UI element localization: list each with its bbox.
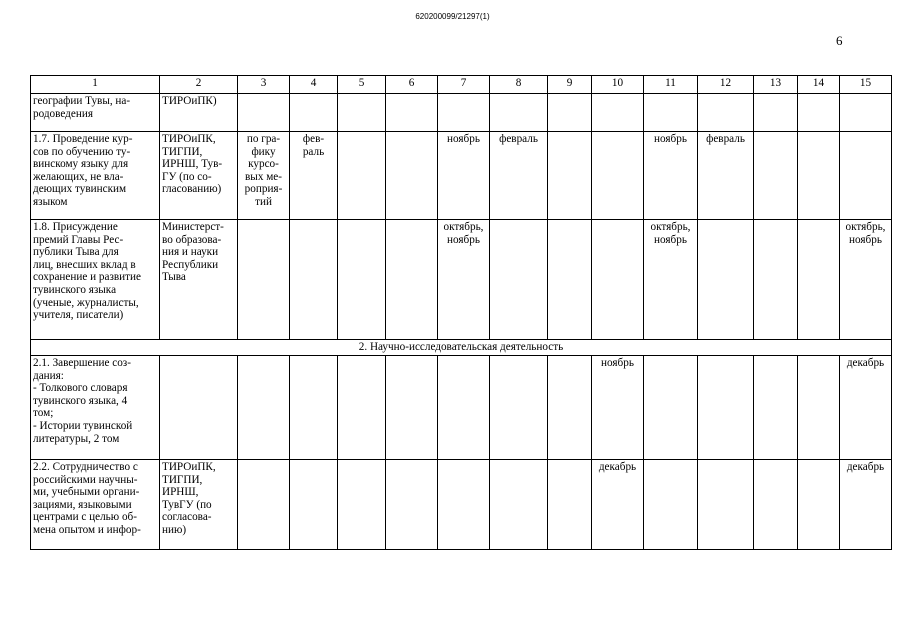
period-cell bbox=[290, 356, 338, 460]
period-cell bbox=[238, 220, 290, 340]
period-cell bbox=[548, 220, 592, 340]
period-cell bbox=[644, 94, 698, 132]
event-cell: географии Тувы, на- родоведения bbox=[31, 94, 160, 132]
period-cell: февраль bbox=[698, 132, 754, 220]
period-cell bbox=[698, 460, 754, 550]
column-header: 2 bbox=[160, 76, 238, 94]
period-cell bbox=[438, 356, 490, 460]
column-header: 14 bbox=[798, 76, 840, 94]
period-cell bbox=[338, 132, 386, 220]
period-cell bbox=[290, 460, 338, 550]
period-cell bbox=[238, 460, 290, 550]
period-cell bbox=[798, 94, 840, 132]
period-cell bbox=[754, 94, 798, 132]
executor-cell: ТИРОиПК, ТИГПИ, ИРНШ, ТувГУ (по согласова- нию) bbox=[160, 460, 238, 550]
period-cell bbox=[386, 356, 438, 460]
column-header: 7 bbox=[438, 76, 490, 94]
column-header: 4 bbox=[290, 76, 338, 94]
period-cell bbox=[338, 220, 386, 340]
period-cell: февраль bbox=[490, 132, 548, 220]
event-cell: 1.7. Проведение кур- сов по обучению ту- винскому языку для желающих, не вла- деющих тувинским языком bbox=[31, 132, 160, 220]
period-cell bbox=[490, 356, 548, 460]
column-header: 8 bbox=[490, 76, 548, 94]
column-header: 12 bbox=[698, 76, 754, 94]
period-cell bbox=[386, 220, 438, 340]
period-cell: декабрь bbox=[592, 460, 644, 550]
executor-cell bbox=[160, 356, 238, 460]
period-cell: ноябрь bbox=[438, 132, 490, 220]
period-cell bbox=[438, 94, 490, 132]
period-cell bbox=[386, 132, 438, 220]
period-cell bbox=[290, 94, 338, 132]
plan-table bbox=[30, 75, 892, 550]
period-cell bbox=[548, 94, 592, 132]
column-header: 6 bbox=[386, 76, 438, 94]
period-cell bbox=[754, 356, 798, 460]
period-cell bbox=[698, 356, 754, 460]
period-cell bbox=[290, 220, 338, 340]
period-cell bbox=[698, 94, 754, 132]
period-cell: по гра- фику курсо- вых ме- роприя- тий bbox=[238, 132, 290, 220]
period-cell bbox=[238, 94, 290, 132]
period-cell: октябрь, ноябрь bbox=[438, 220, 490, 340]
column-header-row bbox=[31, 76, 892, 94]
period-cell bbox=[438, 460, 490, 550]
period-cell bbox=[798, 460, 840, 550]
period-cell bbox=[592, 132, 644, 220]
executor-cell: ТИРОиПК) bbox=[160, 94, 238, 132]
period-cell bbox=[644, 460, 698, 550]
table-row bbox=[31, 220, 892, 340]
executor-cell: ТИРОиПК, ТИГПИ, ИРНШ, Тув- ГУ (по со- гласованию) bbox=[160, 132, 238, 220]
period-cell: ноябрь bbox=[592, 356, 644, 460]
period-cell bbox=[490, 460, 548, 550]
event-cell: 2.2. Сотрудничество с российскими научны- ми, учебными органи- зациями, языковыми центрами с целью об- мена опытом и инфор- bbox=[31, 460, 160, 550]
period-cell bbox=[386, 460, 438, 550]
period-cell bbox=[840, 94, 892, 132]
column-header: 9 bbox=[548, 76, 592, 94]
period-cell bbox=[592, 94, 644, 132]
event-cell: 1.8. Присуждение премий Главы Рес- публики Тыва для лиц, внесших вклад в сохранение и развитие тувинского языка (ученые, журналисты, учителя, писатели) bbox=[31, 220, 160, 340]
document-id: 620200099/21297(1) bbox=[415, 12, 490, 21]
period-cell bbox=[840, 132, 892, 220]
period-cell bbox=[386, 94, 438, 132]
period-cell: декабрь bbox=[840, 460, 892, 550]
period-cell bbox=[754, 220, 798, 340]
column-header: 11 bbox=[644, 76, 698, 94]
period-cell bbox=[592, 220, 644, 340]
period-cell bbox=[798, 356, 840, 460]
page-number: 6 bbox=[836, 33, 843, 48]
period-cell: октябрь, ноябрь bbox=[644, 220, 698, 340]
table-row bbox=[31, 356, 892, 460]
column-header: 3 bbox=[238, 76, 290, 94]
period-cell bbox=[644, 356, 698, 460]
section-title: 2. Научно-исследовательская деятельность bbox=[31, 340, 892, 356]
period-cell: октябрь, ноябрь bbox=[840, 220, 892, 340]
period-cell bbox=[548, 460, 592, 550]
period-cell bbox=[490, 94, 548, 132]
column-header: 5 bbox=[338, 76, 386, 94]
period-cell bbox=[754, 460, 798, 550]
period-cell bbox=[798, 132, 840, 220]
period-cell bbox=[490, 220, 548, 340]
period-cell: декабрь bbox=[840, 356, 892, 460]
period-cell bbox=[238, 356, 290, 460]
period-cell: ноябрь bbox=[644, 132, 698, 220]
column-header: 1 bbox=[31, 76, 160, 94]
table-row bbox=[31, 94, 892, 132]
table-row bbox=[31, 132, 892, 220]
period-cell bbox=[698, 220, 754, 340]
period-cell bbox=[798, 220, 840, 340]
column-header: 15 bbox=[840, 76, 892, 94]
period-cell bbox=[548, 132, 592, 220]
table-row bbox=[31, 460, 892, 550]
period-cell bbox=[338, 94, 386, 132]
event-cell: 2.1. Завершение соз- дания: - Толкового словаря тувинского языка, 4 том; - Истории тувинской литературы, 2 том bbox=[31, 356, 160, 460]
period-cell bbox=[338, 356, 386, 460]
period-cell bbox=[338, 460, 386, 550]
column-header: 13 bbox=[754, 76, 798, 94]
section-header-row bbox=[31, 340, 892, 356]
period-cell bbox=[754, 132, 798, 220]
executor-cell: Министерст- во образова- ния и науки Республики Тыва bbox=[160, 220, 238, 340]
period-cell: фев- раль bbox=[290, 132, 338, 220]
column-header: 10 bbox=[592, 76, 644, 94]
period-cell bbox=[548, 356, 592, 460]
